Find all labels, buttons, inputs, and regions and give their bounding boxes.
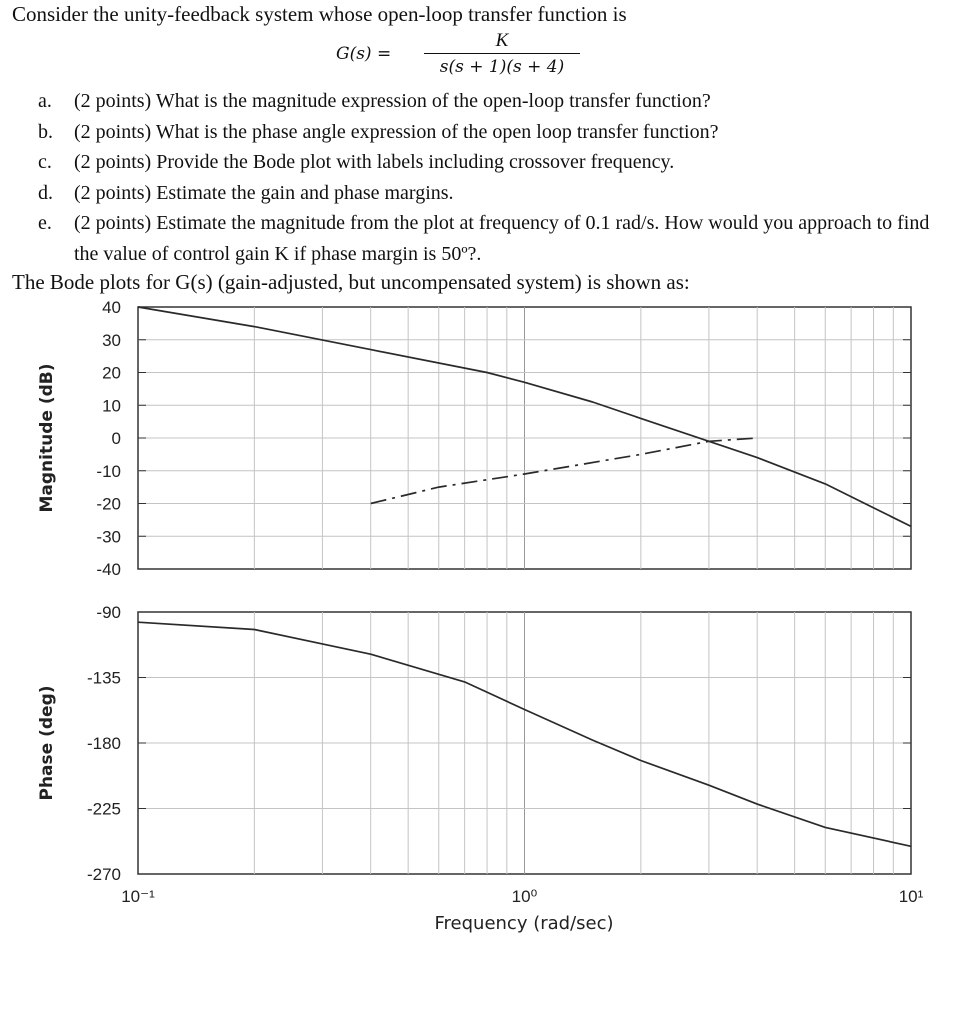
- y-tick-label: 0: [111, 429, 121, 448]
- magnitude-grid: [138, 307, 911, 569]
- question-text: (2 points) Provide the Bode plot with labels including crossover frequency.: [74, 151, 675, 173]
- phase-grid: [138, 612, 911, 874]
- equation-numerator: K: [495, 30, 509, 51]
- question-label: b.: [38, 120, 53, 143]
- question-text: (2 points) What is the magnitude expression of the open-loop transfer function?: [74, 90, 711, 112]
- x-tick-label: 10⁰: [511, 887, 538, 906]
- question-label: c.: [38, 151, 52, 173]
- question-label: a.: [38, 90, 52, 112]
- y-tick-label: -90: [96, 603, 121, 622]
- y-tick-label: -270: [86, 865, 121, 884]
- magnitude-axis-label: Magnitude (dB): [37, 363, 57, 513]
- y-tick-label: -225: [86, 799, 121, 819]
- x-tick-label: 10¹: [898, 887, 924, 906]
- equation-denominator: s(s + 1)(s + 4): [439, 57, 565, 77]
- frequency-x-ticks: [121, 887, 923, 906]
- y-tick-label: -10: [96, 461, 121, 481]
- phase-plot: [37, 603, 924, 934]
- x-tick-label: 10⁻¹: [121, 887, 155, 906]
- y-tick-label: 20: [102, 363, 121, 383]
- phase-axis-label: Phase (deg): [37, 685, 57, 801]
- plot-caption: The Bode plots for G(s) (gain-adjusted, but uncompensated system) is shown as:: [12, 270, 690, 294]
- y-tick-label: -135: [86, 668, 121, 688]
- question-label: e.: [38, 212, 52, 234]
- y-tick-label: 30: [102, 330, 121, 350]
- y-tick-label: -20: [96, 494, 121, 514]
- problem-intro: Consider the unity-feedback system whose open-loop transfer function is: [12, 2, 627, 26]
- question-text: (2 points) Estimate the gain and phase margins.: [74, 181, 454, 204]
- question-text: (2 points) What is the phase angle expression of the open loop transfer function?: [74, 120, 719, 143]
- y-tick-label: 40: [102, 298, 121, 317]
- magnitude-plot: [37, 298, 911, 579]
- question-text: (2 points) Estimate the magnitude from the plot at frequency of 0.1 rad/s. How would you approach to find the value of control gain K if phase margin is 50º?.: [74, 212, 930, 265]
- y-tick-label: -30: [96, 527, 121, 547]
- y-tick-label: -180: [86, 734, 121, 753]
- y-tick-label: -40: [96, 560, 121, 579]
- equation-lhs: G(s) =: [336, 44, 392, 64]
- frequency-axis-label: Frequency (rad/sec): [434, 913, 614, 934]
- question-label: d.: [38, 181, 53, 204]
- y-tick-label: 10: [102, 396, 121, 416]
